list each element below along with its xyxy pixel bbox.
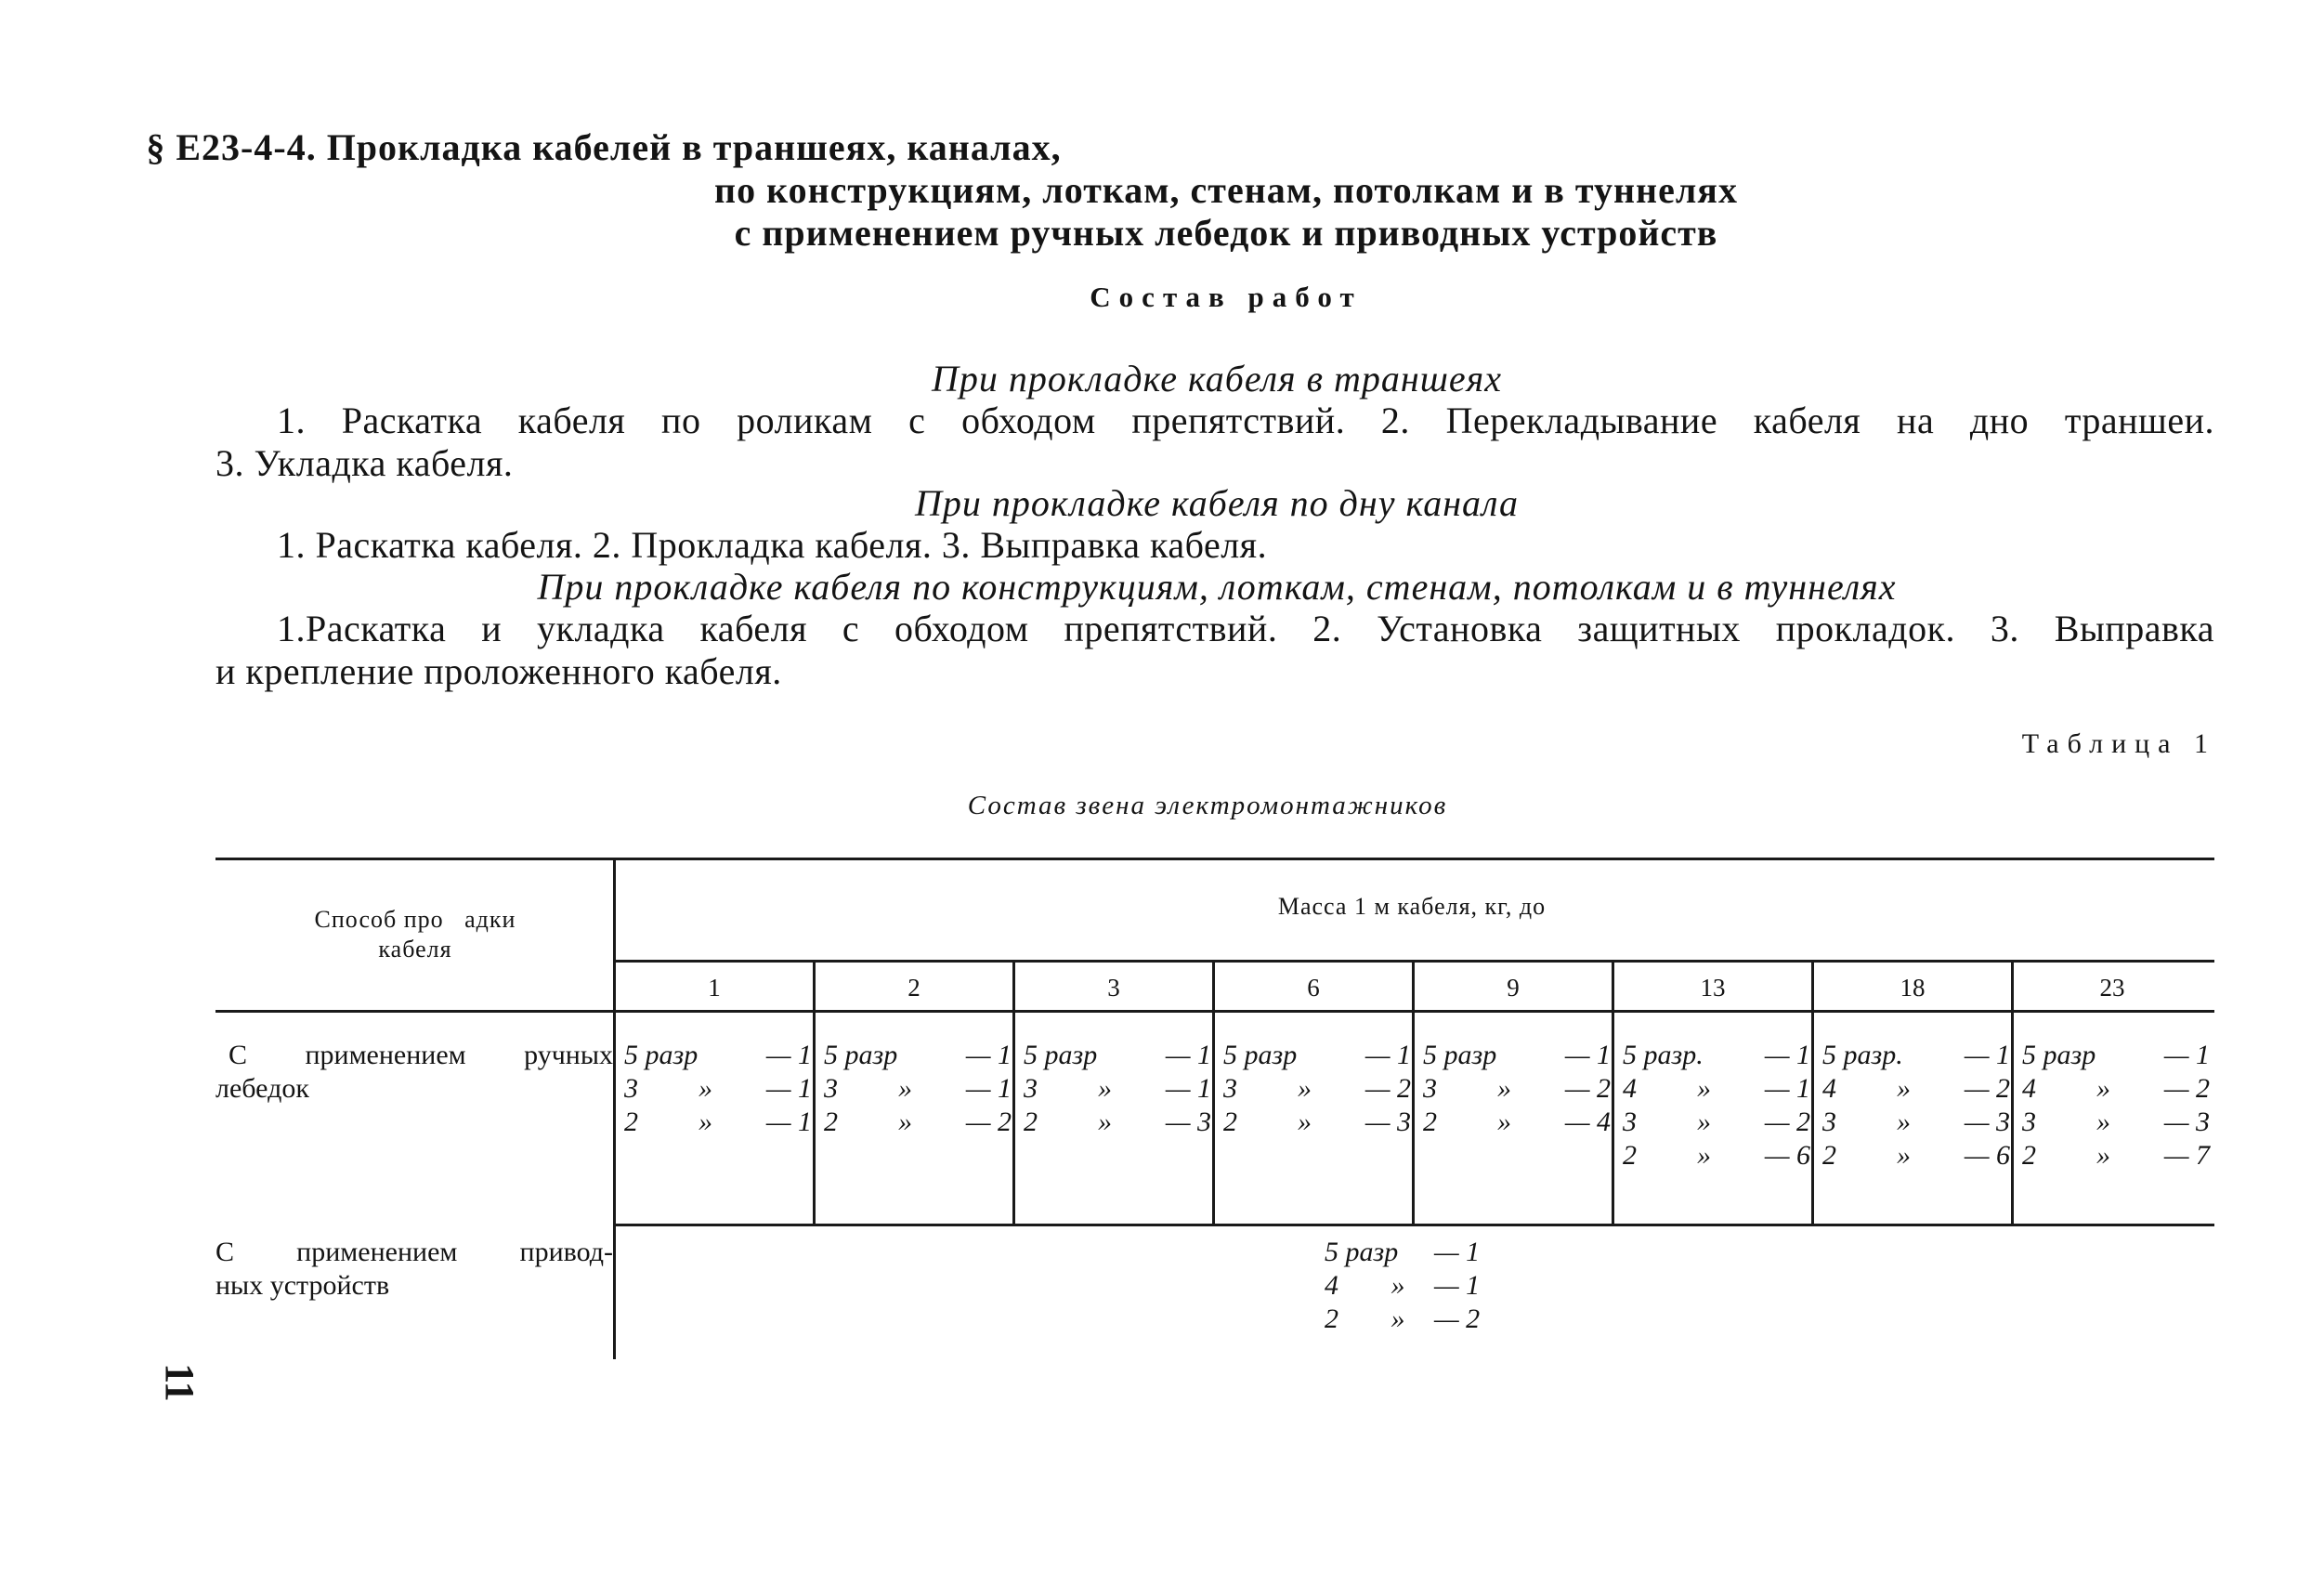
grade: 5 разр. — [1623, 1040, 1704, 1070]
row-label-line2: лебедок — [215, 1073, 309, 1104]
grade: 5 разр — [1325, 1237, 1399, 1267]
grade: 4 — [1325, 1270, 1338, 1301]
grade: 2 — [2022, 1140, 2036, 1171]
ditto: » — [2096, 1140, 2110, 1171]
crew-line — [1623, 1139, 1810, 1172]
ditto: » — [898, 1073, 912, 1104]
count: — 1 — [1764, 1073, 1810, 1104]
ditto: » — [1390, 1270, 1405, 1301]
ditto — [1126, 1039, 1146, 1072]
crew-cell — [824, 1039, 1012, 1139]
grade: 3 — [1024, 1073, 1038, 1104]
grade: 5 разр — [824, 1040, 898, 1070]
section-title-channel: При прокладке кабеля по дну канала — [915, 482, 1519, 524]
count: — 2 — [965, 1107, 1012, 1137]
ditto: » — [699, 1073, 712, 1104]
count: — 1 — [1434, 1237, 1481, 1267]
crew-line — [1223, 1039, 1411, 1072]
header-method-line2: кабеля — [378, 936, 452, 963]
count: — 1 — [765, 1107, 812, 1137]
count: — 1 — [2163, 1040, 2210, 1070]
column-header: 3 — [1107, 974, 1120, 1002]
count: — 1 — [1764, 1040, 1810, 1070]
grade: 3 — [1423, 1073, 1437, 1104]
count: — 2 — [1764, 1107, 1810, 1137]
count: — 1 — [765, 1040, 812, 1070]
crew-line — [1024, 1072, 1211, 1106]
merged-cell-drive-devices — [1325, 1236, 1510, 1336]
ditto: » — [1390, 1303, 1405, 1334]
ditto — [1525, 1039, 1546, 1072]
crew-line — [1623, 1039, 1810, 1072]
column-header: 18 — [1900, 974, 1926, 1002]
count: — 1 — [1165, 1040, 1211, 1070]
grade: 3 — [624, 1073, 638, 1104]
column-header: 2 — [907, 974, 920, 1002]
ditto: » — [1497, 1073, 1511, 1104]
heading-line-2: по конструкциям, лоткам, стенам, потолкам и в туннелях — [714, 169, 1738, 211]
page-number: 11 — [156, 1363, 202, 1402]
count: — 1 — [1364, 1040, 1411, 1070]
crew-line — [1325, 1303, 1510, 1336]
column-header: 9 — [1507, 974, 1520, 1002]
count: — 1 — [965, 1073, 1012, 1104]
section-text-trench — [215, 400, 2214, 485]
count: — 7 — [2163, 1140, 2210, 1171]
heading-line-3: с применением ручных лебедок и приводных устройств — [734, 212, 1718, 254]
grade: 3 — [1223, 1073, 1237, 1104]
table-stub-divider — [613, 858, 616, 1359]
grade: 3 — [1822, 1107, 1836, 1137]
row-label-line1: С применением привод- — [215, 1237, 613, 1267]
grade: 4 — [1822, 1073, 1836, 1104]
row-label-line2: ных устройств — [215, 1270, 390, 1301]
crew-cell — [1024, 1039, 1211, 1139]
section-text-structures-line2: и крепление проложенного кабеля. — [215, 650, 782, 692]
ditto — [1925, 1039, 1945, 1072]
count: — 3 — [2163, 1107, 2210, 1137]
grade: 4 — [2022, 1073, 2036, 1104]
ditto: » — [2096, 1107, 2110, 1137]
count: — 6 — [1964, 1140, 2010, 1171]
crew-line — [1423, 1039, 1611, 1072]
column-header: 6 — [1307, 974, 1320, 1002]
section-text-channel: 1. Раскатка кабеля. 2. Прокладка кабеля. 3. Выправка кабеля. — [277, 524, 1268, 566]
ditto: » — [1697, 1073, 1711, 1104]
crew-line — [2022, 1106, 2210, 1139]
count: — 2 — [1434, 1303, 1481, 1334]
ditto: » — [1298, 1073, 1312, 1104]
ditto — [726, 1039, 747, 1072]
crew-line — [824, 1072, 1012, 1106]
section-text-structures-line1: 1.Раскатка и укладка кабеля с обходом препятствий. 2. Установка защитных прокладок. 3. Выправка — [277, 608, 2214, 649]
crew-line — [1223, 1106, 1411, 1139]
heading-line-1: § Е23-4-4. Прокладка кабелей в траншеях, каналах, — [146, 126, 1062, 168]
grade: 2 — [1623, 1140, 1637, 1171]
column-header: 23 — [2099, 974, 2125, 1002]
ditto: » — [1098, 1107, 1112, 1137]
header-mass: Масса 1 м кабеля, кг, до — [1277, 893, 1547, 920]
ditto — [2124, 1039, 2145, 1072]
column-header: 13 — [1700, 974, 1726, 1002]
crew-line — [2022, 1072, 2210, 1106]
row-label-manual-winches — [215, 1039, 613, 1106]
count: — 2 — [1364, 1073, 1411, 1104]
crew-cell — [1623, 1039, 1810, 1172]
count: — 2 — [2163, 1073, 2210, 1104]
grade: 2 — [1423, 1107, 1437, 1137]
ditto: » — [1497, 1107, 1511, 1137]
crew-cell — [1423, 1039, 1611, 1139]
grade: 3 — [824, 1073, 838, 1104]
count: — 1 — [1564, 1040, 1611, 1070]
ditto: » — [1897, 1140, 1911, 1171]
count: — 1 — [1434, 1270, 1481, 1301]
crew-line — [1623, 1072, 1810, 1106]
ditto: » — [1697, 1107, 1711, 1137]
crew-line — [624, 1039, 812, 1072]
crew-line — [624, 1072, 812, 1106]
crew-line — [1822, 1039, 2010, 1072]
table-caption: Состав звена электромонтажников — [967, 791, 1448, 820]
table-top-rule — [215, 858, 2214, 860]
crew-line — [1024, 1039, 1211, 1072]
section-heading — [0, 126, 2324, 255]
crew-cell — [1223, 1039, 1411, 1139]
count: — 2 — [1964, 1073, 2010, 1104]
grade: 3 — [2022, 1107, 2036, 1137]
grade: 2 — [624, 1107, 638, 1137]
crew-line — [1223, 1072, 1411, 1106]
count: — 4 — [1564, 1107, 1611, 1137]
grade: 2 — [1822, 1140, 1836, 1171]
ditto: » — [1897, 1107, 1911, 1137]
grade: 2 — [824, 1107, 838, 1137]
ditto — [1325, 1039, 1346, 1072]
crew-cell — [624, 1039, 812, 1139]
crew-line — [824, 1039, 1012, 1072]
column-header: 1 — [708, 974, 721, 1002]
section-text-trench-line2: 3. Укладка кабеля. — [215, 442, 514, 484]
table-row-rule — [613, 1224, 2214, 1226]
count: — 1 — [1165, 1073, 1211, 1104]
crew-cell — [1822, 1039, 2010, 1172]
count: — 3 — [1165, 1107, 1211, 1137]
row-label-drive-devices — [215, 1236, 613, 1303]
ditto: » — [1897, 1073, 1911, 1104]
grade: 5 разр — [624, 1040, 699, 1070]
table-header-bottom-rule — [215, 1010, 2214, 1013]
ditto: » — [699, 1107, 712, 1137]
crew-line — [1822, 1072, 2010, 1106]
section-title-structures: При прокладке кабеля по конструкциям, лоткам, стенам, потолкам и в туннелях — [537, 566, 1897, 608]
count: — 3 — [1964, 1107, 2010, 1137]
table-label: Таблица 1 — [2021, 728, 2216, 759]
crew-line — [1822, 1106, 2010, 1139]
crew-line — [1623, 1106, 1810, 1139]
ditto: » — [1098, 1073, 1112, 1104]
grade: 5 разр — [1423, 1040, 1497, 1070]
work-composition-title: Состав работ — [1090, 281, 1363, 313]
grade: 2 — [1325, 1303, 1338, 1334]
ditto: » — [2096, 1073, 2110, 1104]
grade: 2 — [1024, 1107, 1038, 1137]
count: — 1 — [765, 1073, 812, 1104]
crew-line — [1423, 1106, 1611, 1139]
section-text-trench-line1: 1. Раскатка кабеля по роликам с обходом препятствий. 2. Перекладывание кабеля на дно траншеи. — [277, 400, 2214, 441]
count: — 1 — [965, 1040, 1012, 1070]
crew-line — [824, 1106, 1012, 1139]
row-label-line1: С применением ручных — [228, 1040, 613, 1070]
crew-line — [1325, 1269, 1510, 1303]
grade: 5 разр — [1223, 1040, 1298, 1070]
grade: 5 разр — [2022, 1040, 2096, 1070]
crew-line — [1024, 1106, 1211, 1139]
ditto — [1725, 1039, 1745, 1072]
section-text-structures — [215, 608, 2214, 693]
crew-cell — [2022, 1039, 2210, 1172]
grade: 5 разр — [1024, 1040, 1098, 1070]
ditto: » — [1697, 1140, 1711, 1171]
ditto: » — [898, 1107, 912, 1137]
crew-line — [1423, 1072, 1611, 1106]
grade: 4 — [1623, 1073, 1637, 1104]
header-method — [243, 905, 587, 964]
grade: 5 разр. — [1822, 1040, 1903, 1070]
ditto: » — [1298, 1107, 1312, 1137]
crew-line — [624, 1106, 812, 1139]
ditto — [926, 1039, 947, 1072]
count: — 6 — [1764, 1140, 1810, 1171]
crew-line — [1325, 1236, 1510, 1269]
count: — 1 — [1964, 1040, 2010, 1070]
crew-line — [1822, 1139, 2010, 1172]
grade: 3 — [1623, 1107, 1637, 1137]
crew-line — [2022, 1039, 2210, 1072]
grade: 2 — [1223, 1107, 1237, 1137]
crew-line — [2022, 1139, 2210, 1172]
count: — 2 — [1564, 1073, 1611, 1104]
count: — 3 — [1364, 1107, 1411, 1137]
section-title-trench: При прокладке кабеля в траншеях — [931, 358, 1503, 400]
header-method-line1: Способ про адки — [314, 906, 516, 933]
